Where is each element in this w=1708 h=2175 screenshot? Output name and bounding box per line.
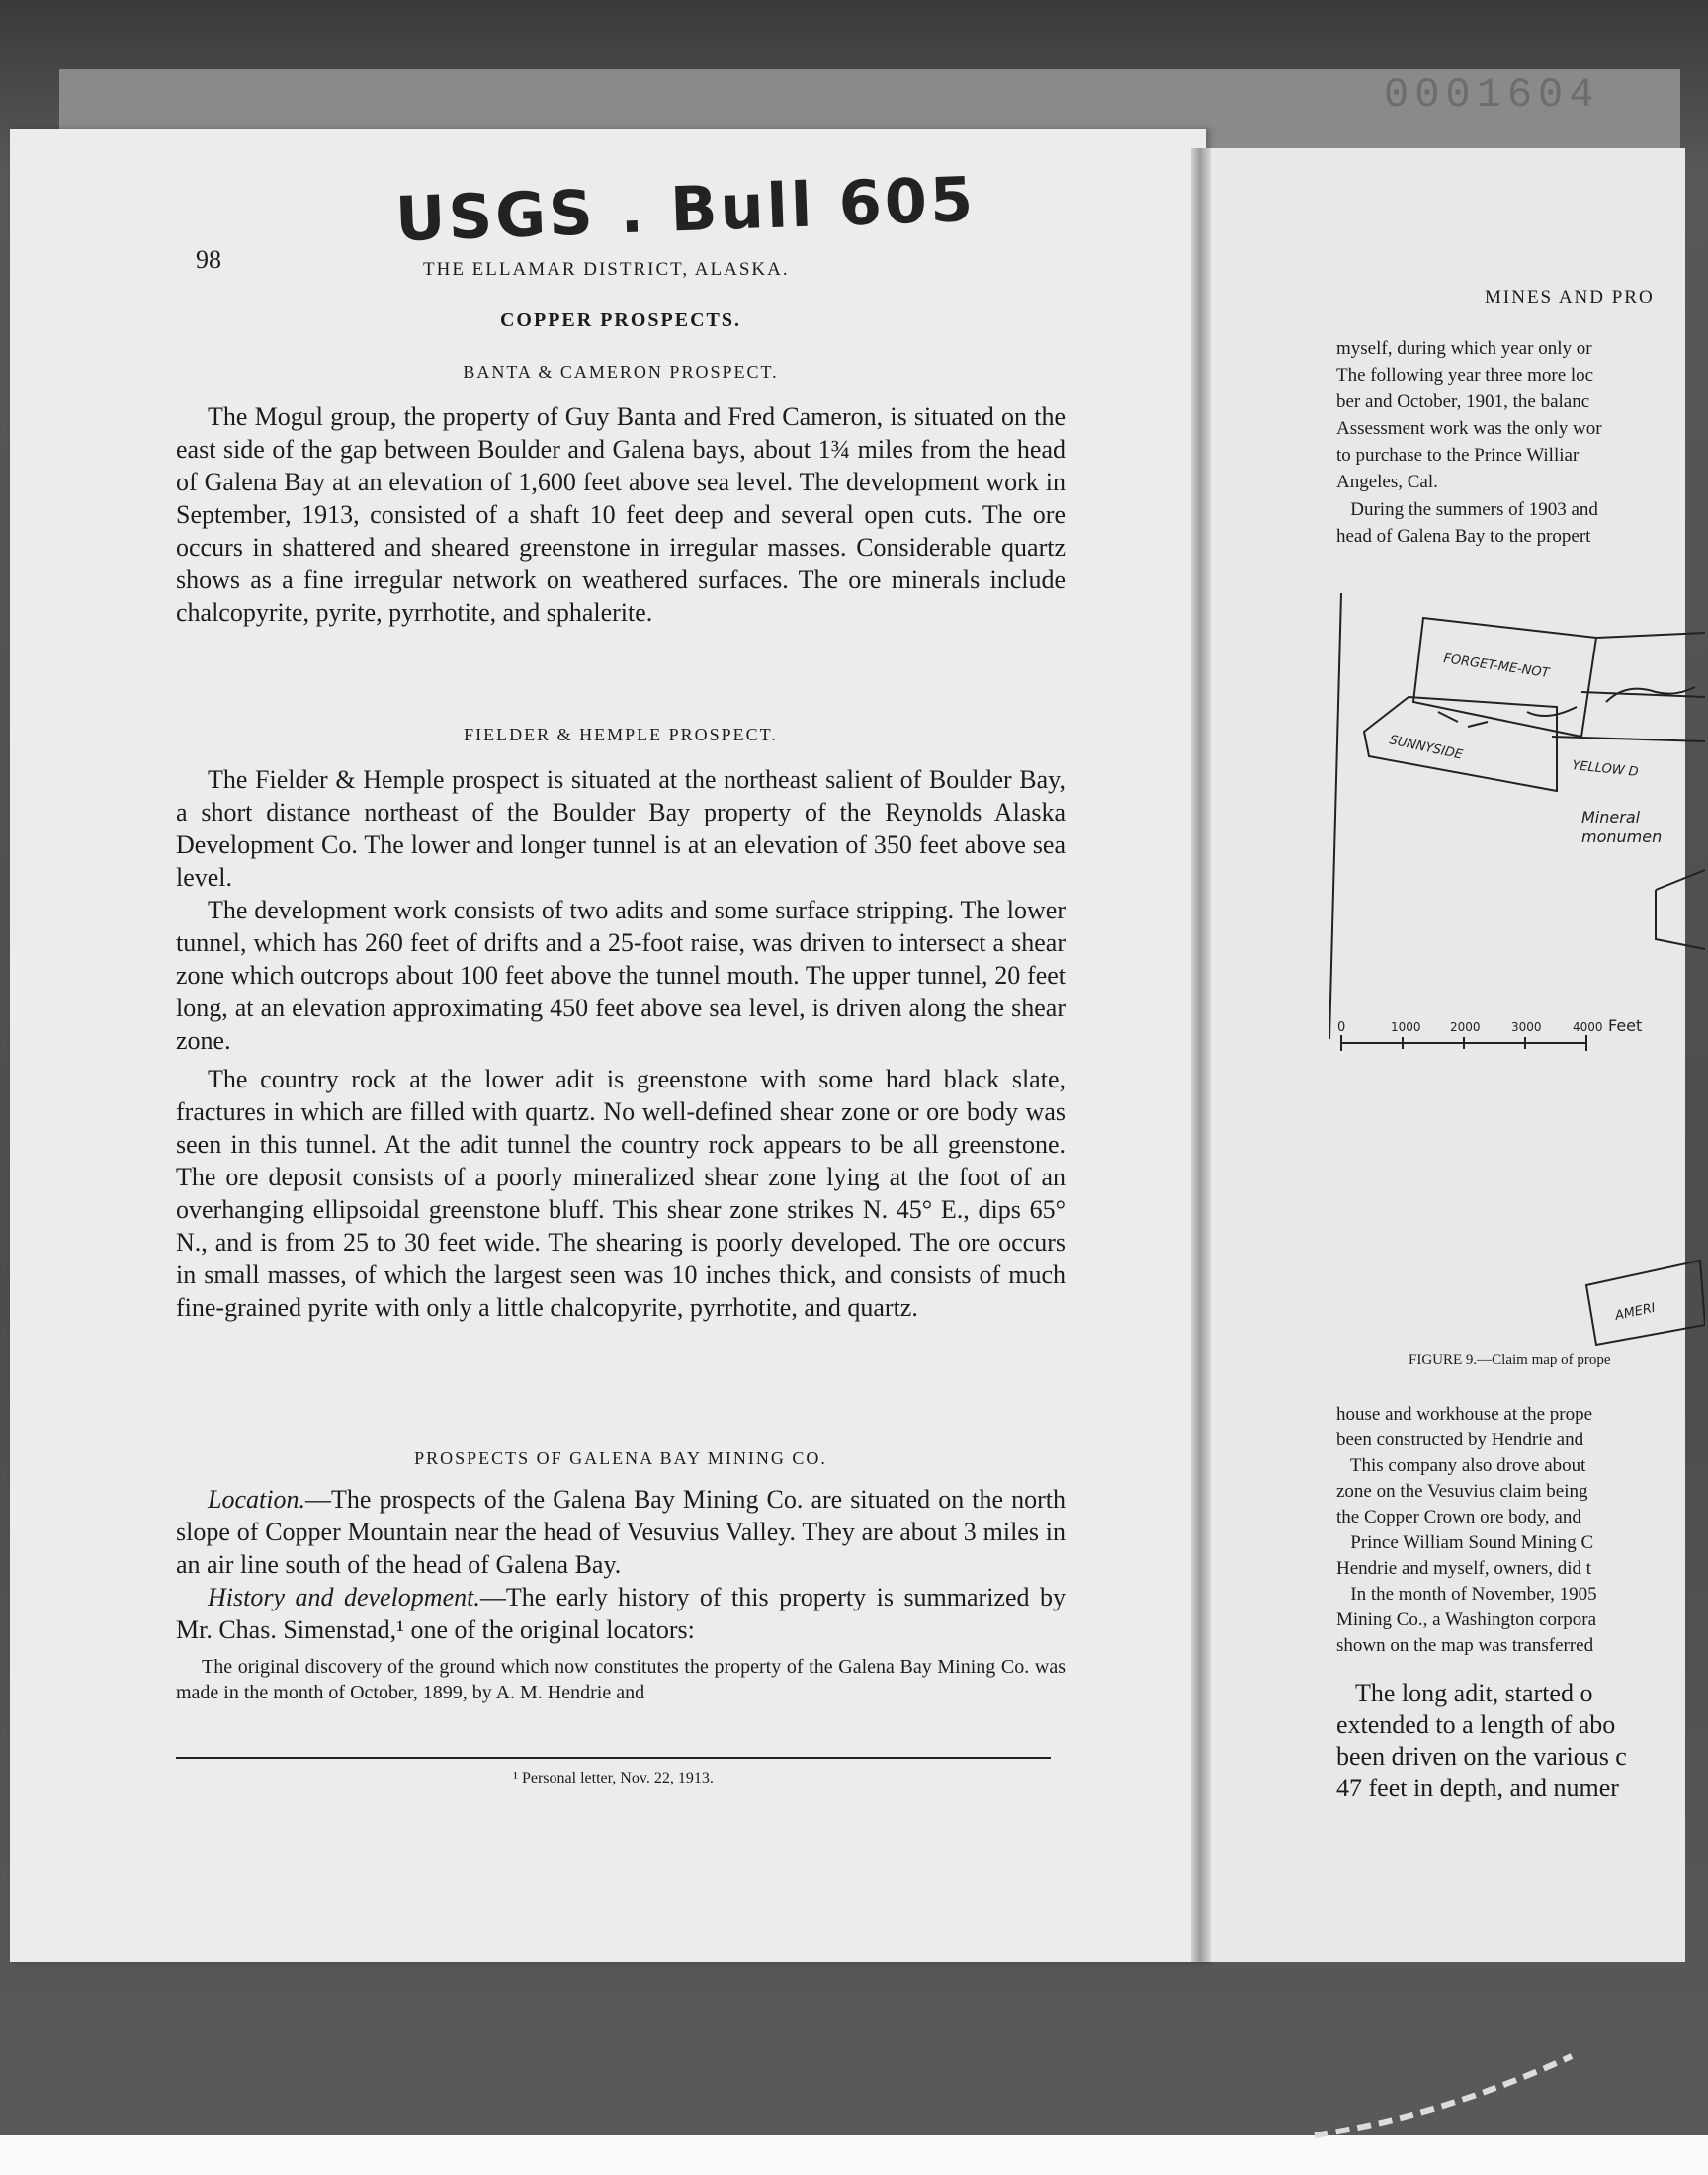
location-label: Location. — [208, 1485, 305, 1514]
right-text-line: Assessment work was the only wor — [1336, 418, 1602, 439]
right-text-line: myself, during which year only or — [1336, 338, 1592, 359]
history-text: —The early history of this property is summarized by Mr. Chas. Simenstad,¹ one of the original locators: — [176, 1583, 1066, 1644]
footnote-rule — [176, 1757, 1051, 1759]
right-text-line: ber and October, 1901, the balanc — [1336, 392, 1590, 412]
footnote: ¹ Personal letter, Nov. 22, 1913. — [513, 1770, 714, 1786]
right-text-line: During the summers of 1903 and — [1336, 499, 1598, 520]
fielder-heading: FIELDER & HEMPLE PROSPECT. — [464, 725, 778, 744]
banta-section — [176, 362, 1066, 629]
galena-heading: PROSPECTS OF GALENA BAY MINING CO. — [414, 1448, 827, 1468]
page-number: 98 — [196, 245, 221, 274]
scale-label-1000: 1000 — [1391, 1020, 1421, 1034]
right-text-line: zone on the Vesuvius claim being — [1336, 1481, 1588, 1502]
section-title: COPPER PROSPECTS. — [499, 309, 742, 331]
handwritten-note: USGS . Bull 605 — [393, 162, 978, 256]
figure-caption: FIGURE 9.—Claim map of prope — [1409, 1352, 1611, 1368]
right-text-line: Mining Co., a Washington corpora — [1336, 1610, 1597, 1630]
right-text-line: to purchase to the Prince Williar — [1336, 445, 1580, 466]
galena-history-paragraph — [176, 1581, 1066, 1646]
label-monument: monumen — [1581, 827, 1663, 846]
banta-heading: BANTA & CAMERON PROSPECT. — [463, 362, 779, 382]
claim-map — [1329, 593, 1705, 1354]
right-text-line: shown on the map was transferred — [1336, 1635, 1594, 1656]
stamp-number: 0001604 — [1384, 71, 1600, 119]
right-text-line: This company also drove about — [1336, 1455, 1586, 1476]
history-label: History and development. — [208, 1583, 480, 1611]
right-running-head: MINES AND PRO — [1485, 287, 1655, 307]
section-title-block — [176, 309, 1066, 332]
right-text-line: been constructed by Hendrie and — [1336, 1430, 1584, 1450]
right-text-line: the Copper Crown ore body, and — [1336, 1507, 1581, 1527]
right-text-line: The following year three more loc — [1336, 365, 1594, 386]
scale-label-4000: 4000 — [1573, 1020, 1603, 1034]
fielder-paragraph-3: The country rock at the lower adit is greenstone with some hard black slate, fractures in which are filled with quartz. No well-defined shear zone or ore body was seen in this tunnel. At the adit tunnel the country rock appears to be all greenstone. The ore deposit consists of a poorly mineralized shear zone lying at the foot of an overhanging ellipsoidal greenstone bluff. This shear zone strikes N. 45° E., dips 65° N., and is from 25 to 30 feet wide. The shearing is poorly developed. The ore occurs in small masses, of which the largest seen was 10 inches thick, and consists of much fine-grained pyrite with only a little chalcopyrite, pyrrhotite, and quartz. — [176, 1065, 1066, 1322]
right-text-line: In the month of November, 1905 — [1336, 1584, 1597, 1605]
right-text-line: house and workhouse at the prope — [1336, 1404, 1593, 1425]
scale-label-2000: 2000 — [1450, 1020, 1481, 1034]
right-text-line: Prince William Sound Mining C — [1336, 1532, 1594, 1553]
running-head: THE ELLAMAR DISTRICT, ALASKA. — [423, 259, 790, 280]
dashed-fold-mark — [1295, 2037, 1591, 2155]
right-large-line: The long adit, started o — [1336, 1679, 1593, 1707]
right-large-line: 47 feet in depth, and numer — [1336, 1774, 1619, 1802]
label-sunnyside: SUNNYSIDE — [1388, 733, 1465, 763]
fielder-paragraph-1: The Fielder & Hemple prospect is situated at the northeast salient of Boulder Bay, a short distance northeast of the Boulder Bay property of the Reynolds Alaska Development Co. The lower and longer tunnel is at an elevation of 350 feet above sea level. — [176, 765, 1066, 892]
right-text-line: Angeles, Cal. — [1336, 472, 1438, 492]
label-ameri: AMERI — [1613, 1300, 1658, 1324]
fielder-paragraph-2: The development work consists of two adits and some surface stripping. The lower tunnel, which has 260 feet of drifts and a 25-foot raise, was driven to intersect a shear zone which outcrops about 100 feet above the tunnel mouth. The upper tunnel, 20 feet long, at an elevation approximating 450 feet above sea level, is driven along the shear zone. — [176, 896, 1066, 1055]
scale-label-0: 0 — [1337, 1020, 1346, 1035]
right-text-line: Hendrie and myself, owners, did t — [1336, 1558, 1592, 1579]
claim-forget-me-not — [1413, 618, 1596, 737]
banta-paragraph: The Mogul group, the property of Guy Banta and Fred Cameron, is situated on the east side of the gap between Boulder and Galena bays, about 1¾ miles from the head of Galena Bay at an elevation of 1,600 feet above sea level. The development work in September, 1913, consisted of a shaft 10 feet deep and several open cuts. The ore occurs in shattered and sheared greenstone in irregular masses. Considerable quartz shows as a fine irregular network on weathered surfaces. The ore minerals include chalcopyrite, pyrite, pyrrhotite, and sphalerite. — [176, 402, 1066, 627]
right-text-line: head of Galena Bay to the propert — [1336, 526, 1591, 547]
scale-label-unit: Feet — [1608, 1016, 1643, 1035]
quote-paragraph: The original discovery of the ground which now constitutes the property of the Galena Bay Mining Co. was made in the month of October, 1899, by A. M. Hendrie and — [176, 1656, 1066, 1703]
galena-location-paragraph — [176, 1483, 1066, 1581]
fielder-section — [176, 725, 1066, 1324]
label-forget-me-not: FORGET-ME-NOT — [1442, 652, 1551, 681]
label-mineral: Mineral — [1581, 808, 1641, 826]
location-text: —The prospects of the Galena Bay Mining Co. are situated on the north slope of Copper Mountain near the head of Vesuvius Valley. They are about 3 miles in an air line south of the head of Galena Bay. — [176, 1485, 1066, 1579]
label-yellow: YELLOW D — [1571, 758, 1640, 781]
galena-section — [176, 1448, 1066, 1705]
book-gutter — [1191, 148, 1211, 1962]
scale-label-3000: 3000 — [1511, 1020, 1542, 1034]
right-large-line: extended to a length of abo — [1336, 1710, 1616, 1739]
right-large-line: been driven on the various c — [1336, 1742, 1627, 1771]
